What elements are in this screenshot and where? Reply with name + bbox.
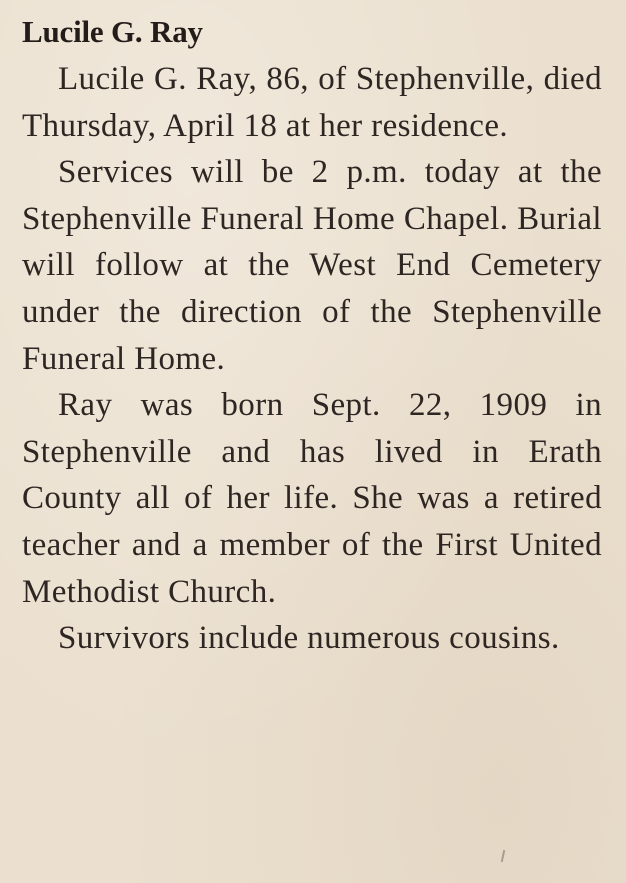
- paragraph-biography: Ray was born Sept. 22, 1909 in Stephenville and has lived in Erath County all of her life. She was a retired teacher and a member of the First United Methodist Church.: [22, 387, 602, 610]
- paragraph-services: Services will be 2 p.m. today at the Stephenville Funeral Home Chapel. Burial will follow at the West End Cemetery under the direction of the Stephenville Funeral Home.: [22, 154, 602, 377]
- obituary-headline: Lucile G. Ray: [22, 14, 203, 49]
- paragraph-survivors: Survivors include numerous cousins.: [58, 620, 560, 657]
- paper-speck: [501, 850, 505, 862]
- paragraph-death-notice: Lucile G. Ray, 86, of Stephenville, died Thursday, April 18 at her residence.: [22, 61, 602, 144]
